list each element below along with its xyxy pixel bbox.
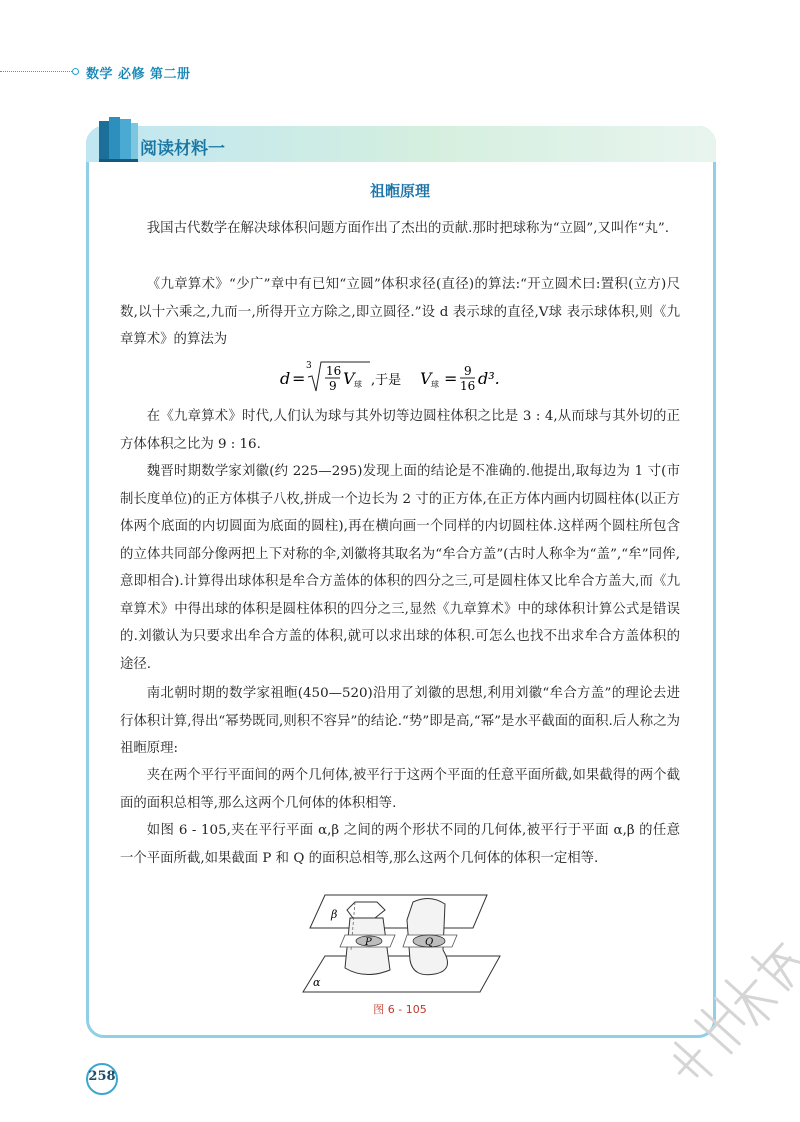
- formula-v: V: [343, 369, 355, 388]
- book-title: 数学 必修 第二册: [86, 67, 191, 82]
- paragraph-4: 魏晋时期数学家刘徽(约 225—295)发现上面的结论是不准确的.他提出,取每边为 1 寸(市制长度单位)的正方体棋子八枚,拼成一个边长为 2 寸的正方体,在正方体内画内切圆柱体(以正方体两个底面的内切圆面为底面的圆柱),再在横向画一个同样的内切圆柱体.这样两个圆柱所包含的立体共同部分像两把上下对称的伞,刘徽将其取名为“牟合方盖”(古时人称伞为“盖”,“牟”同侔,意即相合).计算得出球体积是牟合方盖体的体积的四分之三,可是圆柱体又比牟合方盖大,而《九章算术》中得出球的体积是圆柱体积的四分之三,显然《九章算术》中的球体积计算公式是错误的.刘徽认为只要求出牟合方盖的体积,就可以求出球的体积.可怎么也找不出求牟合方盖体积的途径.: [120, 464, 680, 672]
- formula-mid-text: ,于是: [371, 373, 402, 388]
- formula-tail: d³.: [478, 369, 500, 388]
- formula-v2-sub: 球: [431, 380, 439, 389]
- article-title: 祖暅原理: [369, 182, 430, 200]
- formula-frac1-den: 9: [329, 379, 337, 393]
- header-dot: [72, 68, 79, 75]
- paragraph-3: 在《九章算术》时代,人们认为球与其外切等边圆柱体积之比是 3 : 4,从而球与其外切的正方体体积之比为 9 : 16.: [120, 409, 680, 452]
- label-p: P: [365, 937, 372, 948]
- formula-root-index: 3: [306, 361, 312, 371]
- books-icon: [96, 113, 140, 165]
- reading-banner-title: 阅读材料一: [140, 139, 225, 159]
- formula-lhs: d: [280, 369, 291, 388]
- paragraph-5: 南北朝时期的数学家祖暅(450—520)沿用了刘徽的思想,利用刘徽“牟合方盖”的理论去进行体积计算,得出“幂势既同,则积不容异”的结论.“势”即是高,“幂”是水平截面的面积.后人称之为祖暅原理:: [120, 686, 680, 756]
- paragraph-7: 如图 6 - 105,夹在平行平面 α,β 之间的两个形状不同的几何体,被平行于平面 α,β 的任意一个平面所截,如果截面 P 和 Q 的面积总相等,那么这两个几何体的体积一定相等.: [120, 823, 680, 866]
- header-rule: [0, 71, 74, 72]
- formula-eq: =: [292, 369, 306, 388]
- paragraph-1: 我国古代数学在解决球体积问题方面作出了杰出的贡献.那时把球称为“立圆”,又叫作“丸”.: [146, 221, 670, 236]
- watermark: [630, 880, 800, 1120]
- plane-alpha: [303, 956, 500, 992]
- figure-caption: 图 6 - 105: [373, 1003, 427, 1016]
- formula: [0, 357, 800, 405]
- paragraph-2: 《九章算术》“少广”章中有已知“立圆”体积求径(直径)的算法:“开立圆术曰:置积(立方)尺数,以十六乘之,九而一,所得开立方除之,即立圆径.”设 d 表示球的直径,V球 表示球体积,则《九章算术》的算法为: [120, 277, 680, 347]
- formula-frac2-num: 9: [464, 364, 472, 378]
- formula-eq2: =: [444, 369, 458, 388]
- formula-svg: [270, 357, 530, 401]
- formula-frac2-den: 16: [460, 379, 476, 393]
- figure-6-105: [295, 890, 505, 996]
- page-number: 258: [88, 1069, 116, 1084]
- label-q: Q: [425, 937, 434, 948]
- formula-v-sub: 球: [354, 380, 362, 389]
- label-beta: β: [331, 908, 338, 921]
- formula-v2: V: [420, 369, 432, 388]
- label-alpha: α: [313, 976, 321, 989]
- paragraph-6: 夹在两个平行平面间的两个几何体,被平行于这两个平面的任意平面所截,如果截得的两个截面的面积总相等,那么这两个几何体的体积相等.: [120, 768, 680, 811]
- formula-frac1-num: 16: [326, 364, 342, 378]
